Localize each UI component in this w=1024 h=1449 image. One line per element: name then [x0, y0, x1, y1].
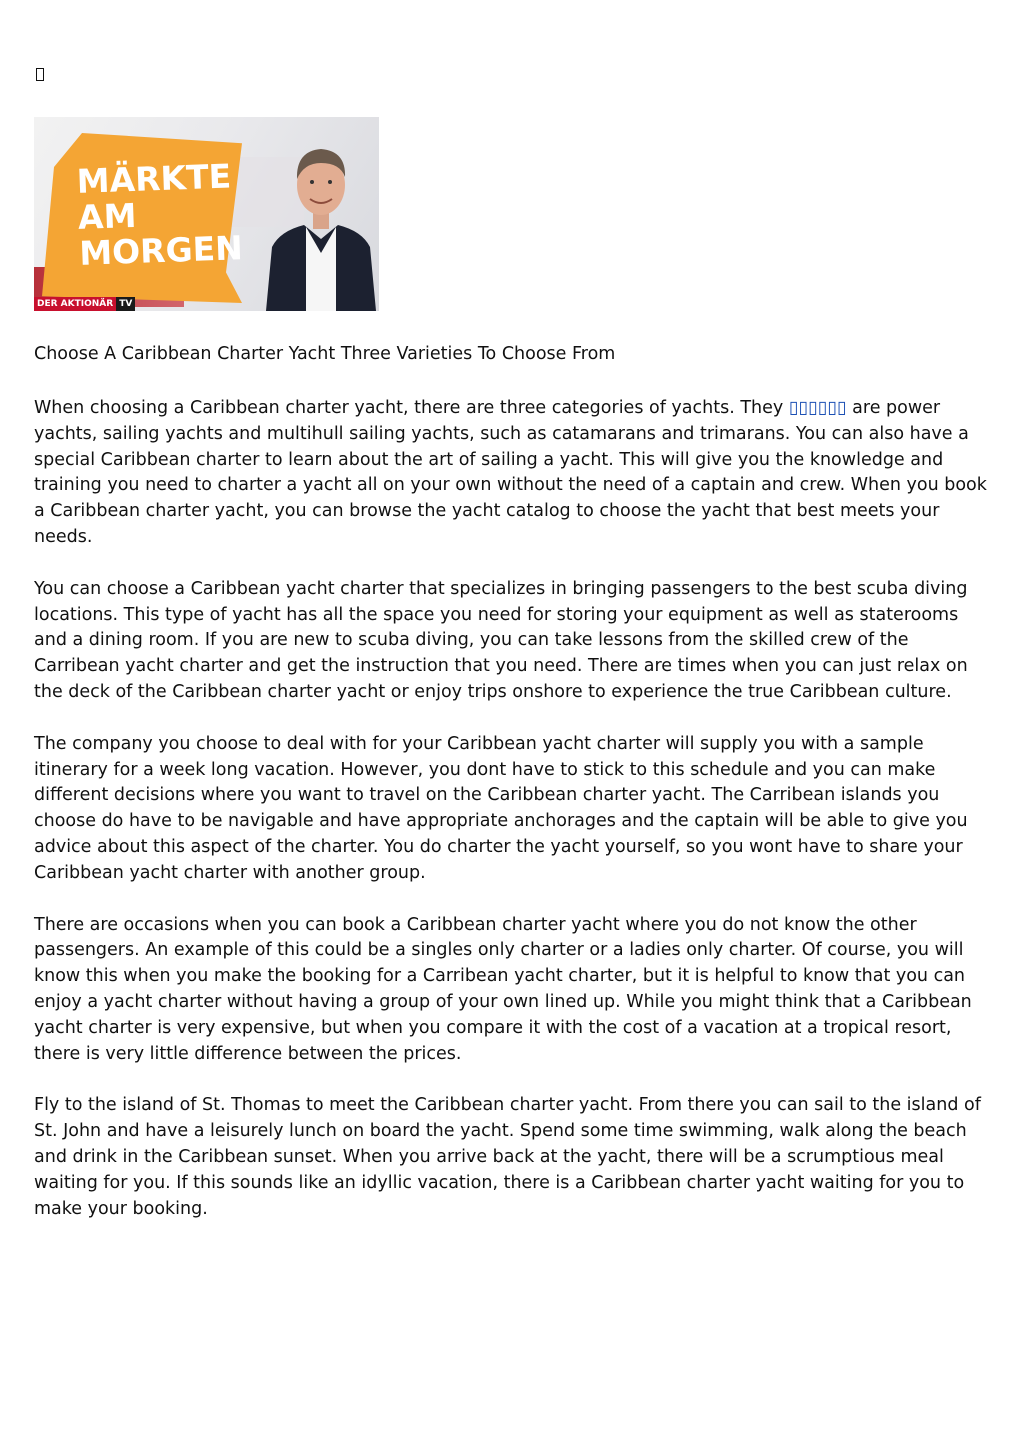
paragraph: There are occasions when you can book a Caribbean charter yacht where you do not know the other passengers. An example of this could be a singles only charter or a ladies only charter. Of course, you will know this when you make the booking for a Carribean yacht charter, but it is helpful to know that you can enjoy a yacht charter without having a group of your own lined up. While you might think that a Caribbean yacht charter is very expensive, but when you compare it with the cost of a vacation at a tropical resort, there is very little difference between the prices.	[34, 914, 972, 1064]
inline-link[interactable]: ▯▯▯▯▯▯	[788, 398, 847, 418]
brand-line: MORGEN	[78, 228, 244, 273]
channel-logo	[34, 297, 135, 311]
brand-line: MÄRKTE	[76, 156, 232, 201]
paragraph: You can choose a Caribbean yacht charter that specializes in bringing passengers to the best scuba diving locations. This type of yacht has all the space you need for storing your equipment as well as staterooms and a dining room. If you are new to scuba diving, you can take lessons from the skilled crew of the Carribean yacht charter and get the instruction that you need. There are times when you can just relax on the deck of the Caribbean charter yacht or enjoy trips onshore to experience the true Caribbean culture.	[34, 578, 968, 702]
paragraph: Fly to the island of St. Thomas to meet the Caribbean charter yacht. From there you can sail to the island of St. John and have a leisurely lunch on board the yacht. Spend some time swimming, walk along the beach and drink in the Caribbean sunset. When you arrive back at the yacht, there will be a scrumptious meal waiting for you. If this sounds like an idyllic vacation, there is a Caribbean charter yacht waiting for you to make your booking.	[34, 1095, 981, 1219]
presenter-portrait	[266, 127, 376, 311]
article-body	[34, 396, 992, 1248]
missing-glyph-icon	[36, 68, 44, 81]
hero-image	[34, 117, 379, 311]
paragraph	[34, 396, 992, 551]
brand-lettering	[76, 158, 243, 272]
logo-left: DER AKTIONÄR	[34, 297, 116, 311]
paragraph-text: are power yachts, sailing yachts and multihull sailing yachts, such as catamarans and trimarans. You can also have a special Caribbean charter to learn about the art of sailing a yacht. This will give you the knowledge and training you need to charter a yacht all on your own without the need of a captain and crew. When you book a Caribbean charter yacht, you can browse the yacht catalog to choose the yacht that best meets your needs.	[34, 398, 987, 547]
logo-right: TV	[116, 297, 135, 311]
paragraph-text: When choosing a Caribbean charter yacht, there are three categories of yachts. They	[34, 398, 789, 418]
article-title: Choose A Caribbean Charter Yacht Three Varieties To Choose From	[34, 344, 616, 364]
brand-line: AM	[77, 195, 138, 237]
paragraph: The company you choose to deal with for your Caribbean yacht charter will supply you with a sample itinerary for a week long vacation. However, you dont have to stick to this schedule and you can make different decisions where you want to travel on the Caribbean charter yacht. The Carribean islands you choose do have to be navigable and have appropriate anchorages and the captain will be able to give you advice about this aspect of the charter. You do charter the yacht yourself, so you wont have to share your Caribbean yacht charter with another group.	[34, 733, 968, 883]
